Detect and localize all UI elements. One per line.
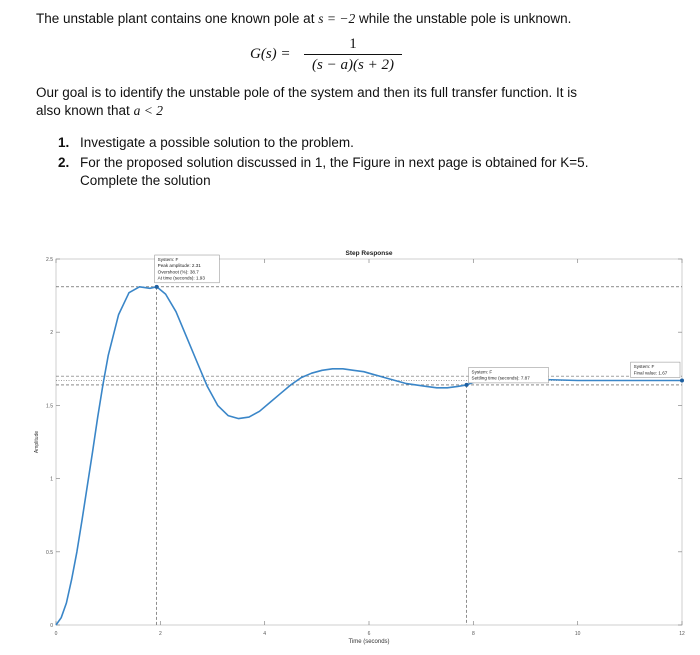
- task-item: [58, 134, 588, 152]
- task-text-continuation: Complete the solution: [80, 173, 211, 188]
- task-item: [58, 154, 588, 190]
- x-tick-label: 0: [54, 631, 58, 637]
- y-tick-label: 1: [50, 476, 53, 483]
- x-tick-label: 4: [263, 631, 267, 637]
- datatip-line: Final value: 1.67: [633, 370, 668, 376]
- settling-marker: [465, 383, 469, 387]
- x-tick-label: 2: [158, 631, 162, 637]
- datatip-line: Overshoot (%): 38.7: [157, 269, 199, 275]
- y-axis-label: Amplitude: [34, 430, 40, 454]
- y-tick-label: 0: [50, 623, 53, 629]
- axes-box: [56, 259, 682, 625]
- intro-tail-text: while the unstable pole is unknown.: [358, 11, 572, 26]
- task-number: 1.: [58, 135, 70, 150]
- equation-lhs: G(s) =: [250, 46, 291, 62]
- task-number: 2.: [58, 155, 70, 170]
- goal-line-2-text: also known that: [36, 103, 130, 118]
- y-tick-label: 2: [50, 330, 53, 337]
- datatip-line: System: F: [157, 257, 179, 263]
- constraint-math: a < 2: [133, 103, 163, 118]
- x-tick-label: 12: [679, 631, 685, 637]
- equation-fraction: [304, 36, 402, 73]
- datatip-line: System: F: [471, 369, 493, 375]
- datatip-line: System: F: [633, 364, 655, 370]
- datatip-line: Settling time (seconds): 7.87: [471, 375, 530, 381]
- task-text: For the proposed solution discussed in 1, the Figure in next page is obtained for K=5.: [80, 155, 589, 170]
- known-pole-math: s = −2: [318, 11, 356, 26]
- x-tick-label: 6: [367, 631, 371, 637]
- equation-numerator: 1: [349, 36, 357, 52]
- task-text: Investigate a possible solution to the problem.: [80, 135, 354, 150]
- datatip-line: Peak amplitude: 2.31: [157, 263, 201, 269]
- final-marker: [680, 379, 684, 383]
- x-tick-label: 10: [574, 631, 581, 637]
- x-axis-label: Time (seconds): [348, 639, 390, 645]
- intro-sentence: [36, 10, 571, 28]
- equation-denominator: (s − a)(s + 2): [312, 57, 394, 73]
- y-tick-label: 2.5: [46, 257, 53, 263]
- fraction-bar: [304, 54, 402, 55]
- intro-text: The unstable plant contains one known pole at: [36, 11, 315, 26]
- chart-title: Step Response: [345, 250, 393, 257]
- task-list: [58, 134, 588, 192]
- goal-line-2: [36, 102, 163, 120]
- goal-line-1: Our goal is to identify the unstable pole of the system and then its full transfer function. It is: [36, 85, 578, 100]
- y-tick-label: 1.5: [46, 403, 53, 410]
- y-tick-label: 0.5: [46, 549, 53, 556]
- datatip-line: At time (seconds): 1.93: [157, 275, 205, 281]
- step-response-chart: [28, 218, 692, 650]
- x-tick-label: 8: [471, 631, 475, 637]
- peak-marker: [155, 285, 159, 289]
